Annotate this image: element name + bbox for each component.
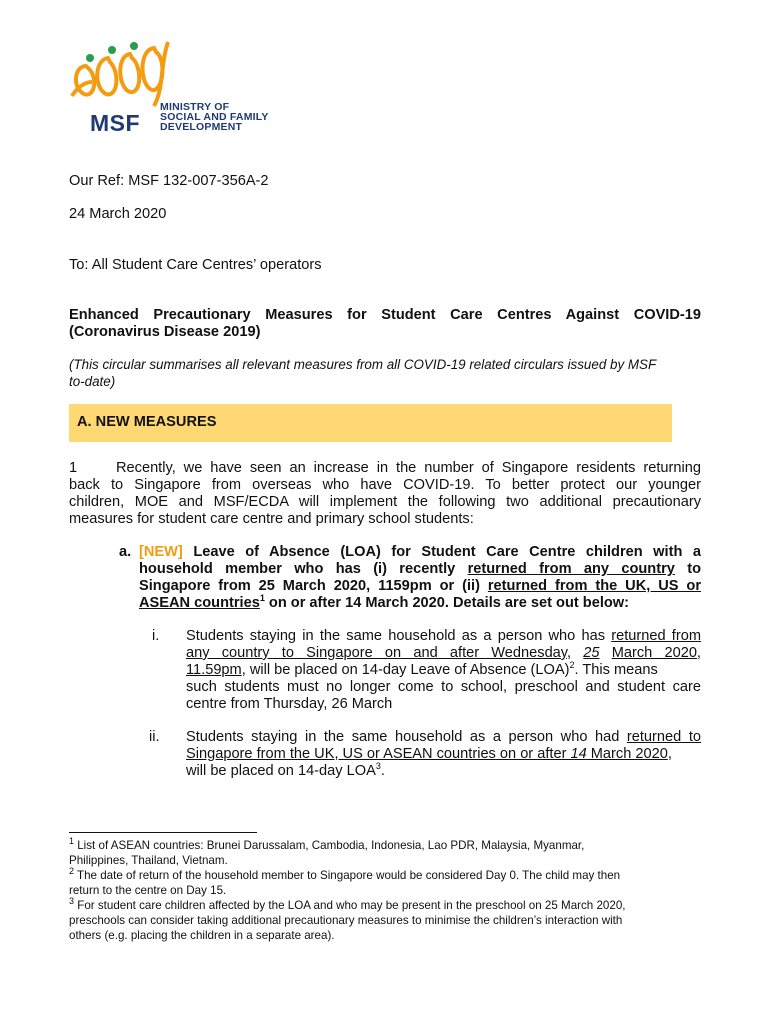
section-heading: A. NEW MEASURES	[77, 414, 217, 430]
item-a-line: ASEAN countries$^1$ on or after 14 March 2020. Details are set out below:	[139, 593, 629, 611]
paragraph-line: children, MOE and MSF/ECDA will implement the following two additional precautionary	[69, 494, 701, 510]
sub-item-label: i.	[152, 628, 160, 644]
sub-item-i-line: such students must no longer come to school, preschool and student care	[186, 679, 701, 695]
paragraph-line: measures for student care centre and primary school students:	[69, 511, 474, 527]
sub-item-ii-line: Students staying in the same household as a person who had returned to	[186, 729, 701, 745]
sub-item-ii-line: will be placed on 14-day LOA$^3$.	[186, 761, 385, 779]
paragraph-line: Recently, we have seen an increase in the number of Singapore residents returning	[116, 460, 701, 476]
document-subtitle-line2: to-date)	[69, 374, 116, 389]
item-a-line: household member who has (i) recently returned from any country to	[139, 561, 701, 577]
logo-ministry-text: MINISTRY OF SOCIAL AND FAMILY DEVELOPMENT	[160, 101, 269, 133]
paragraph-line: back to Singapore from overseas who have COVID-19. To better protect our younger	[69, 477, 701, 493]
footnote-2: $^2$ The date of return of the household member to Singapore would be considered Day 0. The child may then return to the centre on Day 15.	[69, 866, 621, 897]
reference-number: Our Ref: MSF 132-007-356A-2	[69, 173, 269, 189]
sub-item-i-line: Students staying in the same household as a person who has returned from	[186, 628, 701, 644]
item-a-line: Singapore from 25 March 2020, 1159pm or (ii) returned from the UK, US or	[139, 578, 701, 594]
logo-msf-text: MSF	[90, 110, 141, 136]
document-subtitle: (This circular summarises all relevant measures from all COVID-19 related circulars issued by MSF	[69, 357, 657, 372]
document-date: 24 March 2020	[69, 206, 167, 222]
sub-item-i-line: 11.59pm, will be placed on 14-day Leave of Absence (LOA)$^2$. This means	[186, 660, 658, 678]
document-title: Enhanced Precautionary Measures for Student Care Centres Against COVID-19	[69, 307, 701, 323]
sub-item-ii-line: Singapore from the UK, US or ASEAN countries on or after 14 March 2020,	[186, 746, 672, 762]
footnote-divider	[69, 832, 257, 833]
item-label: a.	[119, 544, 132, 560]
sub-item-i-line: any country to Singapore on and after Wednesday, 25 March 2020,	[186, 645, 701, 661]
footnote-3: $^3$ For student care children affected by the LOA and who may be present in the preschool on 25 March 2020, preschools can consider taking additional precautionary measures to minimise the children’s interaction with others (e.g. placing the children in a separate area).	[69, 896, 626, 942]
sub-item-i-line: centre from Thursday, 26 March	[186, 696, 393, 712]
paragraph-number: 1	[69, 460, 78, 476]
recipient-line: To: All Student Care Centres’ operators	[69, 257, 322, 273]
new-tag: [NEW]	[139, 544, 183, 560]
item-a-line: [NEW] Leave of Absence (LOA) for Student Care Centre children with a	[139, 544, 701, 560]
sub-item-label: ii.	[149, 729, 160, 745]
footnote-1: $^1$ List of ASEAN countries: Brunei Darussalam, Cambodia, Indonesia, Lao PDR, Malaysia, Myanmar, Philippines, Thailand, Vietnam.	[69, 836, 585, 867]
document-title-line2: (Coronavirus Disease 2019)	[69, 324, 261, 340]
